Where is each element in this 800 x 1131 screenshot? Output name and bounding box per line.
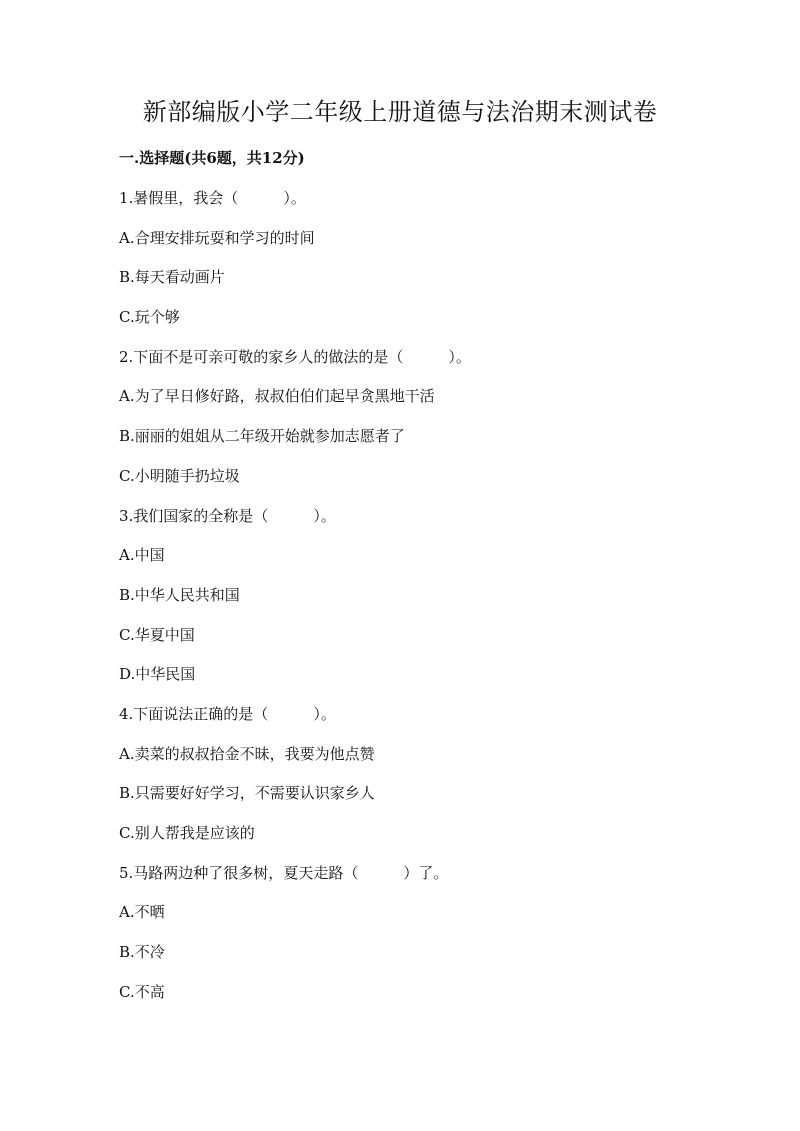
- section-heading: 一.选择题(共6题，共12分): [119, 149, 305, 167]
- answer-option: C.小明随手扔垃圾: [119, 466, 240, 485]
- question-stem: 3.我们国家的全称是（ ）。: [119, 506, 336, 525]
- question-stem: 1.暑假里，我会（ ）。: [119, 189, 306, 207]
- answer-option: D.中华民国: [119, 665, 196, 684]
- answer-option: B.丽丽的姐姐从二年级开始就参加志愿者了: [119, 427, 405, 446]
- question-stem: 4.下面说法正确的是（ ）。: [119, 704, 336, 723]
- answer-option: A.中国: [119, 546, 165, 565]
- exam-title: 新部编版小学二年级上册道德与法治期末测试卷: [142, 98, 658, 126]
- question-stem: 2.下面不是可亲可敬的家乡人的做法的是（ ）。: [119, 347, 471, 366]
- answer-option: B.每天看动画片: [119, 268, 225, 287]
- answer-option: B.只需要好好学习，不需要认识家乡人: [119, 784, 375, 803]
- question-list: [119, 186, 739, 1019]
- answer-option: C.别人帮我是应该的: [119, 824, 255, 842]
- answer-option: C.玩个够: [119, 308, 180, 327]
- answer-option: B.不冷: [119, 943, 165, 962]
- answer-option: A.合理安排玩耍和学习的时间: [119, 228, 315, 247]
- answer-option: B.中华人民共和国: [119, 585, 240, 604]
- question-stem: 5.马路两边种了很多树，夏天走路（ ）了。: [119, 863, 449, 882]
- answer-option: C.华夏中国: [119, 625, 195, 644]
- answer-option: A.不晒: [119, 903, 165, 922]
- answer-option: C.不高: [119, 982, 165, 1001]
- answer-option: A.为了早日修好路，叔叔伯伯们起早贪黑地干活: [119, 387, 435, 406]
- answer-option: A.卖菜的叔叔拾金不昧，我要为他点赞: [119, 744, 375, 763]
